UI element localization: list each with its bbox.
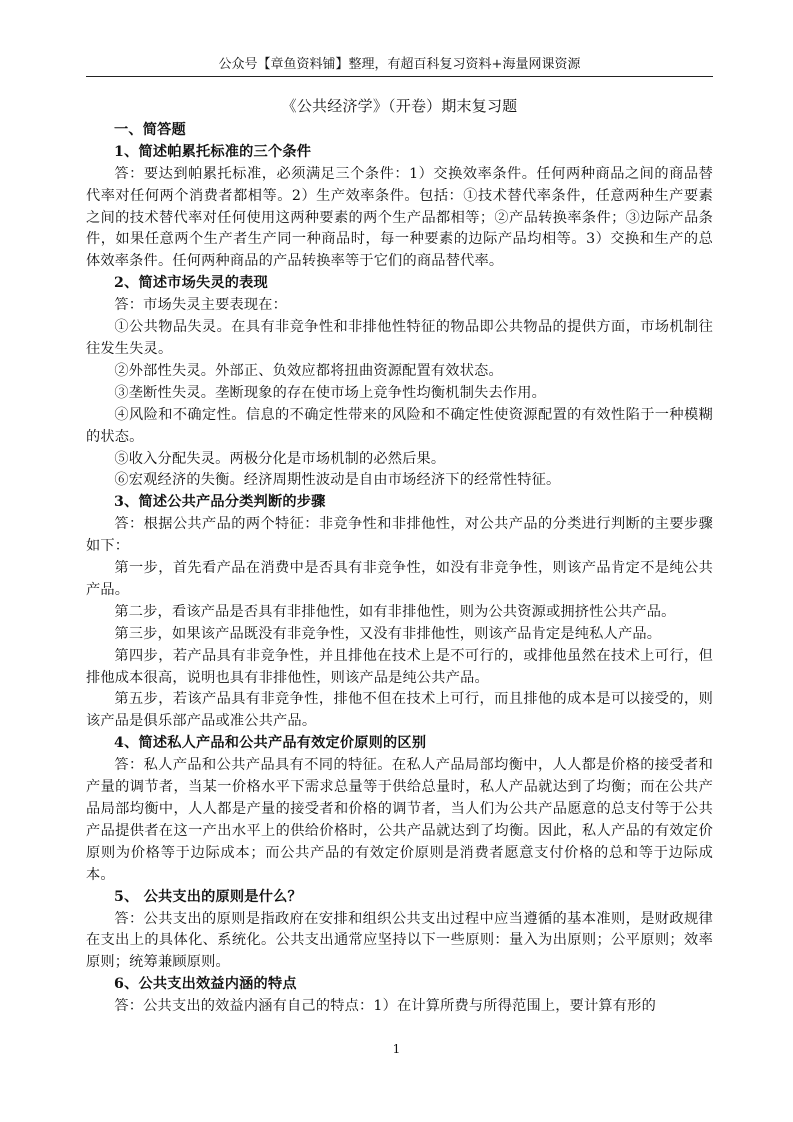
answer-paragraph: 答：根据公共产品的两个特征：非竞争性和非排他性，对公共产品的分类进行判断的主要步骤如下：: [86, 516, 713, 555]
document-body: [86, 96, 713, 1018]
answer-paragraph: ⑥宏观经济的失衡。经济周期性波动是自由市场经济下的经常性特征。: [114, 472, 561, 489]
answer-paragraph: 答：公共支出的原则是指政府在安排和组织公共支出过程中应当遵循的基本准则，是财政规律在支出上的具体化、系统化。公共支出通常应坚持以下一些原则：量入为出原则；公平原则；效率原则；统筹兼顾原则。: [86, 910, 713, 971]
question-heading-2: 2、简述市场失灵的表现: [114, 275, 268, 292]
answer-paragraph: ②外部性失灵。外部正、负效应都将扭曲资源配置有效状态。: [114, 362, 503, 379]
answer-paragraph: ③垄断性失灵。垄断现象的存在使市场上竞争性均衡机制失去作用。: [114, 384, 547, 401]
answer-paragraph: 第一步，首先看产品在消费中是否具有非竞争性，如没有非竞争性，则该产品肯定不是纯公共产品。: [86, 560, 713, 598]
answer-paragraph: 答：公共支出的效益内涵有自己的特点：1）在计算所费与所得范围上，要计算有形的: [114, 998, 656, 1015]
answer-paragraph: 答：私人产品和公共产品具有不同的特征。在私人产品局部均衡中，人人都是价格的接受者和产量的调节者，当某一价格水平下需求总量等于供给总量时，私人产品就达到了均衡；而在公共产品局部均衡中，人人都是产量的接受者和价格的调节者，当人们为公共产品愿意的总支付等于公共产品提供者在这一产出水平上的供给价格时，公共产品就达到了均衡。因此，私人产品的有效定价原则为价格等于边际成本；而公共产品的有效定价原则是消费者愿意支付价格的总和等于边际成本。: [86, 757, 713, 883]
answer-paragraph: 第四步，若产品具有非竞争性，并且排他在技术上是不可行的，或排他虽然在技术上可行，但排他成本很高，说明也具有非排他性，则该产品是纯公共产品。: [86, 647, 713, 686]
answer-paragraph: 答：市场失灵主要表现在：: [114, 297, 288, 314]
question-heading-1: 1、简述帕累托标准的三个条件: [114, 143, 312, 160]
answer-paragraph: ⑤收入分配失灵。两极分化是市场机制的必然后果。: [114, 450, 446, 467]
section-heading: 一、简答题: [114, 121, 186, 138]
answer-paragraph: ④风险和不确定性。信息的不确定性带来的风险和不确定性使资源配置的有效性陷于一种模糊的状态。: [86, 406, 713, 445]
answer-paragraph: 第二步，看该产品是否具有非排他性，如有非排他性，则为公共资源或拥挤性公共产品。: [114, 603, 676, 620]
question-heading-6: 6、公共支出效益内涵的特点: [114, 976, 297, 993]
answer-paragraph: 答：要达到帕累托标准，必须满足三个条件：1）交换效率条件。任何两种商品之间的商品替代率对任何两个消费者都相等。2）生产效率条件。包括：①技术替代率条件，任意两种生产要素之间的技术替代率对任何使用这两种要素的两个生产品都相等；②产品转换率条件；③边际产品条件，如果任意两个生产者生产同一种商品时，每一种要素的边际产品均相等。3）交换和生产的总体效率条件。任何两种商品的产品转换率等于它们的商品替代率。: [86, 165, 713, 270]
answer-paragraph: 第三步，如果该产品既没有非竞争性，又没有非排他性，则该产品肯定是纯私人产品。: [114, 625, 662, 642]
answer-paragraph: ①公共物品失灵。在具有非竞争性和非排他性特征的物品即公共物品的提供方面，市场机制往往发生失灵。: [86, 319, 713, 357]
question-heading-4: 4、简述私人产品和公共产品有效定价原则的区别: [114, 735, 427, 752]
question-heading-5: 5、 公共支出的原则是什么？: [114, 888, 302, 905]
page-header: 公众号【章鱼资料铺】整理，有超百科复习资料+海量网课资源: [86, 56, 713, 77]
document-title: 《公共经济学》（开卷）期末复习题: [281, 97, 518, 115]
question-heading-3: 3、简述公共产品分类判断的步骤: [114, 494, 326, 511]
answer-paragraph: 第五步，若该产品具有非竞争性，排他不但在技术上可行，而且排他的成本是可以接受的，则该产品是俱乐部产品或准公共产品。: [86, 691, 713, 730]
page-number: 1: [392, 1042, 401, 1056]
